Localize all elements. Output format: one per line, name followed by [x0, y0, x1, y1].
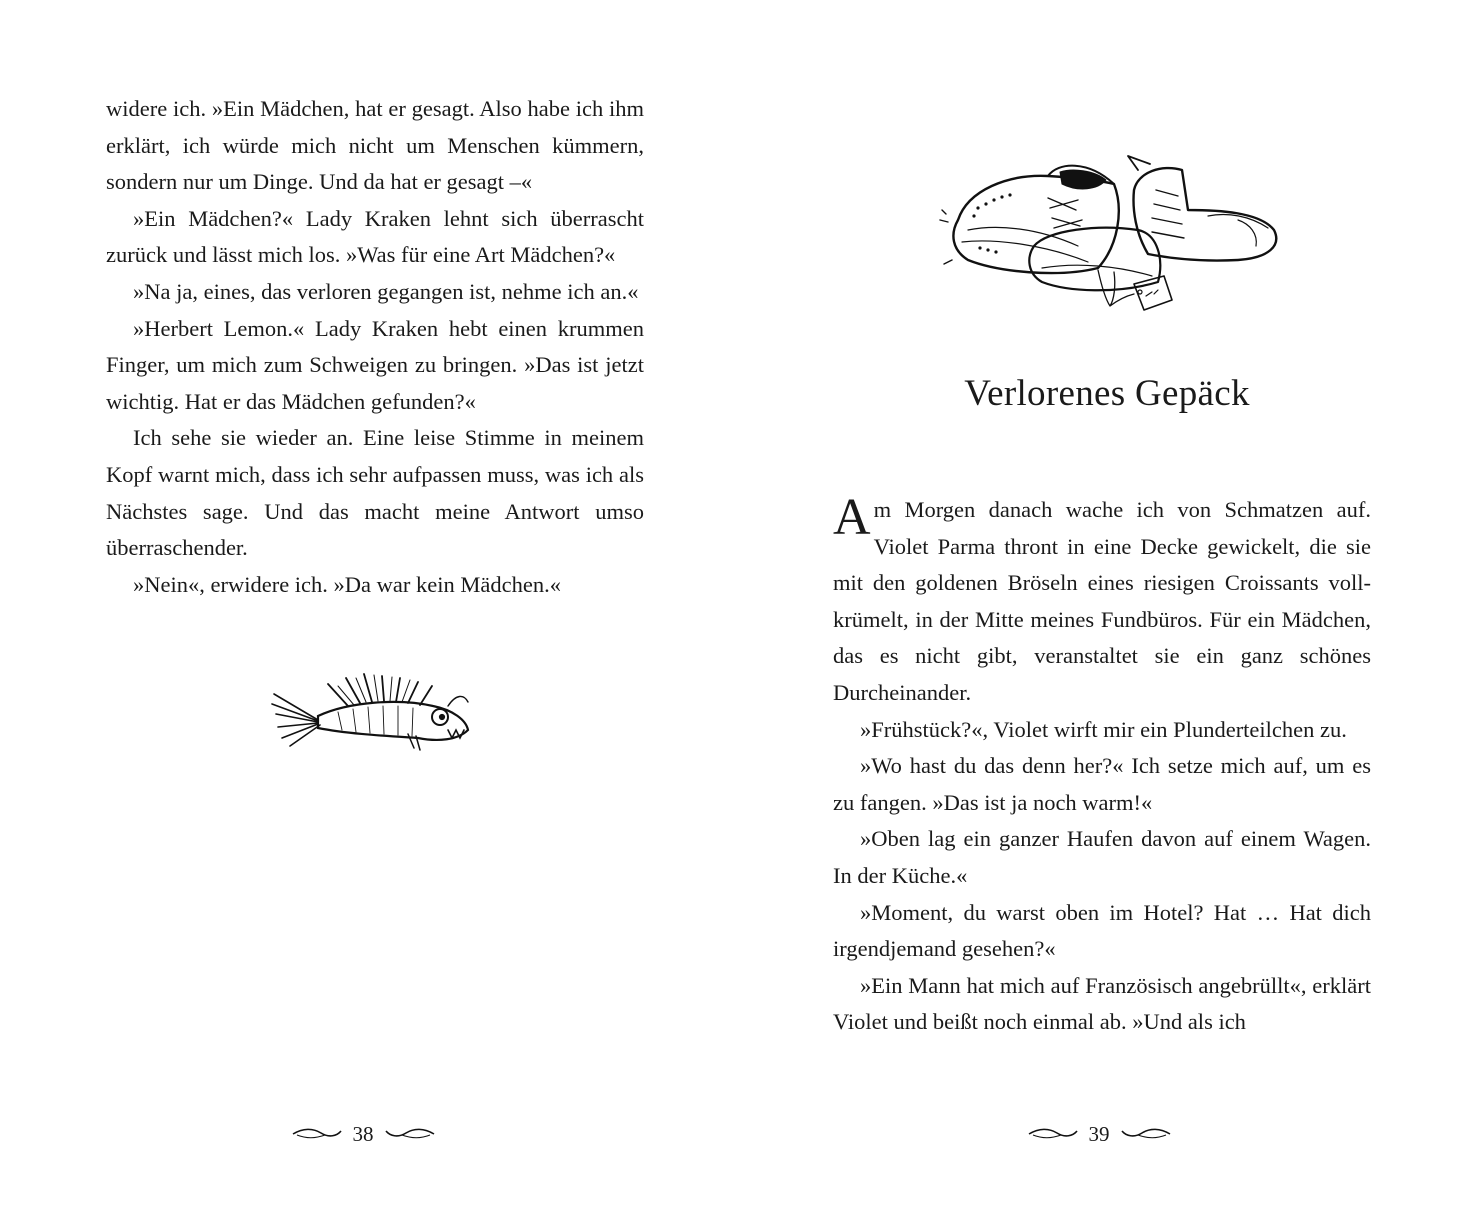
- paragraph: »Nein«, erwidere ich. »Da war kein Mädchen.«: [133, 571, 561, 597]
- flourish-left-icon: [1027, 1127, 1079, 1141]
- paragraph: »Herbert Lemon.« Lady Kraken hebt einen krummen Finger, um mich zum Schweigen zu bringen. »Das ist jetzt wichtig. Hat er das Mädchen gefunden?«: [106, 315, 644, 414]
- left-text-block: [106, 91, 644, 603]
- page-number: 39: [1088, 1121, 1110, 1146]
- page-footer: [0, 1119, 732, 1149]
- drop-cap: A: [833, 489, 871, 546]
- anglerfish-illustration: [268, 672, 480, 754]
- paragraph: widere ich. »Ein Mädchen, hat er gesagt. Also habe ich ihm erklärt, ich würde mich nicht um Menschen kümmern, sondern nur um Dinge. Und da hat er gesagt –«: [106, 96, 644, 195]
- paragraph: »Wo hast du das denn her?« Ich setze mich auf, um es zu fangen. »Das ist ja noch warm!«: [833, 753, 1371, 815]
- right-text-block: [833, 489, 1371, 1041]
- flourish-left-icon: [291, 1127, 343, 1141]
- right-page: [738, 0, 1476, 1211]
- first-paragraph-text: m Morgen danach wache ich von Schmatzen auf. Violet Parma thront in eine Decke gewickelt, die sie mit den goldenen Bröseln eines riesigen Croissants vollkrümelt, in der Mitte meines Fundbüros. Für ein Mädchen, das es nicht gibt, veranstaltet sie ein ganz schönes Durcheinander.: [833, 497, 1371, 705]
- paragraph: »Ein Mädchen?« Lady Kraken lehnt sich überrascht zurück und lässt mich los. »Was für eine Art Mädchen?«: [106, 205, 644, 268]
- first-paragraph: [833, 489, 1371, 712]
- paragraph: »Moment, du warst oben im Hotel? Hat … Hat dich irgendjemand gesehen?«: [833, 899, 1371, 962]
- paragraph: »Ein Mann hat mich auf Französisch angebrüllt«, erklärt Violet und beißt noch einmal ab. »Und als ich: [833, 972, 1371, 1035]
- paragraph: Ich sehe sie wieder an. Eine leise Stimme in meinem Kopf warnt mich, dass ich sehr aufpassen muss, was ich als Nächstes sage. Und das macht meine Antwort umso überraschender.: [106, 425, 644, 561]
- page-footer: [730, 1119, 1468, 1149]
- shoes-illustration: [938, 150, 1298, 320]
- paragraph: »Oben lag ein ganzer Haufen davon auf einem Wagen. In der Küche.«: [833, 826, 1371, 888]
- flourish-right-icon: [1120, 1127, 1172, 1141]
- chapter-title: Verlorenes Gepäck: [964, 373, 1250, 414]
- paragraph: »Na ja, eines, das verloren gegangen ist, nehme ich an.«: [133, 278, 639, 304]
- paragraph: »Frühstück?«, Violet wirft mir ein Plunderteilchen zu.: [860, 716, 1347, 742]
- flourish-right-icon: [384, 1127, 436, 1141]
- page-number: 38: [352, 1121, 374, 1146]
